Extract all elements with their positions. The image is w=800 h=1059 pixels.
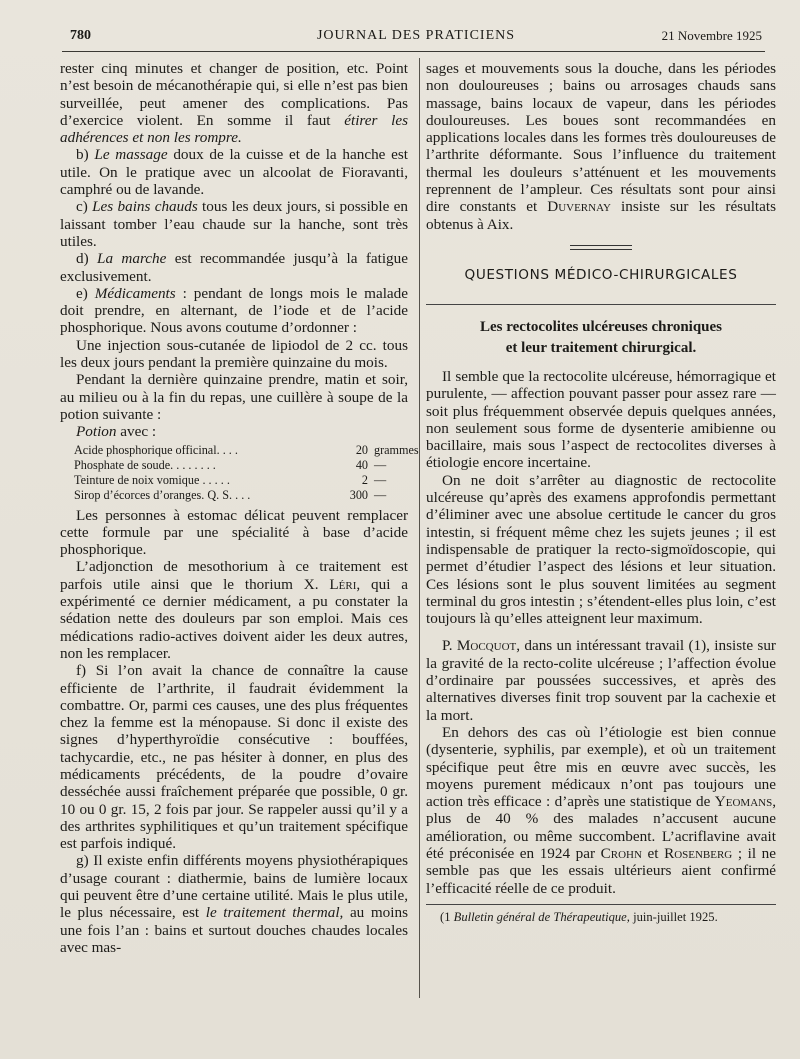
left-column (60, 60, 419, 956)
prescription-formula (74, 442, 419, 503)
paragraph-injection: Une injection sous-cutanée de lipiodol de 2 cc. tous les deux jours pendant la première quinzaine du mois. (60, 336, 408, 372)
paragraph-mocquot: P. Mocquot, dans un intéressant travail (1), insiste sur la gravité de la recto-colite ulcéreuse ; l’affection évolue d’ordinaire par poussées successives, et après des alternatives diverses finit trop souvent par la cachexie et la mort. (426, 637, 776, 724)
paragraph-quinzaine: Pendant la dernière quinzaine prendre, matin et soir, au milieu ou à la fin du repas, une cuillère à soupe de la potion suivante : (60, 371, 408, 423)
paragraph-bains: c) Les bains chauds tous les deux jours, si possible en laissant tomber l’eau chaude sur la hanche, sont très utiles. (60, 198, 408, 250)
paragraph: rester cinq minutes et changer de position, etc. Point n’est besoin de mécanothérapie qui, si elle n’est pas bien surveillée, peut amener des complications. Pas d’exercice violent. En somme il faut étirer les adhérences et non les rompre. (60, 60, 408, 147)
page-number: 780 (70, 28, 91, 43)
header-rule (62, 51, 765, 52)
paragraph-etiologie: En dehors des cas où l’étiologie est bien connue (dysenterie, syphilis, par exemple), et où un traitement spécifique peut être mis en œuvre avec succès, les moyens purement médicaux n’ont pas toujours une action très efficace : d’après une statistique de Yeomans, plus de 40 % des malades n’accusent aucune amélioration, ou même succombent. L’acriflavine avait été préconisée en 1924 par Crohn et Rosenberg ; il ne semble pas que les essais ultérieurs aient confirmé l’efficacité réelle de ce produit. (426, 723, 776, 897)
paragraph-physiotherapie: g) Il existe enfin différents moyens physiothérapiques d’usage courant : diathermie, bains de lumière locaux qui peuvent être d’une certaine utilité. Mais le plus utile, le plus nécessaire, est le traitement thermal, au moins une fois l’an : bains et surtout douches chaudes locales avec mas- (60, 852, 408, 956)
article-title: Les rectocolites ulcéreuses chroniques et leur traitement chirurgical. (479, 318, 723, 356)
right-column (426, 60, 776, 925)
journal-title: JOURNAL DES PRATICIENS (316, 28, 516, 43)
paragraph-estomac: Les personnes à estomac délicat peuvent remplacer cette formule par une spécialité à base d’acide phosphorique. (60, 506, 408, 559)
section-rule (426, 304, 776, 305)
running-header (70, 28, 762, 50)
paragraph-rectocolite: Il semble que la rectocolite ulcéreuse, hémorragique et purulente, — affection pouvant passer pour assez rare — soit plus fréquemment observée depuis quelques années, non seulement sous forme de dysenterie amibienne ou bacillaire, mais sous l’aspect de rectocolites diverses à étiologie encore incertaine. (426, 367, 776, 472)
paragraph-medicaments: e) Médicaments : pendant de longs mois le malade doit prendre, en alternant, de l’iode et de l’acide phosphorique. Nous avons coutume d’ordonner : (60, 284, 408, 337)
paragraph-arthrite-cause: f) Si l’on avait la chance de connaître la cause efficiente de l’arthrite, il faudrait évidemment la combattre. Or, parmi ces causes, une des plus fréquentes chez la femme est la ménopause. Si donc il existe des signes d’hyperthyroïdie consécutive : bouffées, tachycardie, etc., ne pas hésiter à donner, en plus des médicaments précédents, de la poudre d’ovaire desséchée aussi fraîchement préparée que possible, 0 gr. 10 ou 0 gr. 15, 2 fois par jour. Se rappeler aussi qu’il y a des arthrites syphilitiques et qu’un traitement spécifique est parfois indiqué. (60, 662, 408, 853)
paragraph-massage: b) Le massage doux de la cuisse et de la hanche est utile. On le pratique avec un alcoolat de Fioravanti, camphré ou de lavande. (60, 146, 408, 199)
formula-row: Teinture de noix vomique . . . . . 2 — (74, 472, 387, 487)
issue-date: 21 Novembre 1925 (661, 28, 762, 43)
paragraph-continuation: sages et mouvements sous la douche, dans les périodes non douloureuses ; bains ou arrosages chauds sans massage, bains locaux de vapeur, dans les périodes douloureuses. Les boues sont recommandées en applications locales dans les formes très douloureuses de l’arthrite déformante. Sous l’influence du traitement thermal les douleurs s’atténuent et les mouvements reprennent de l’ampleur. Ces résultats sont pour ainsi dire constants et Duvernay insiste sur les résultats obtenus à Aix. (426, 60, 776, 233)
paragraph-marche: d) La marche est recommandée jusqu’à la fatigue exclusivement. (60, 250, 408, 285)
formula-row: Phosphate de soude. . . . . . . . 40 — (74, 457, 387, 472)
formula-row: Sirop d’écorces d’oranges. Q. S. . . . 300 — (74, 487, 387, 502)
footnote-rule (426, 904, 776, 905)
column-divider (419, 58, 420, 998)
section-separator (570, 245, 632, 250)
formula-row: Acide phosphorique officinal. . . . 20 grammes (74, 442, 419, 457)
paragraph-mesothorium: L’adjonction de mesothorium à ce traitement est parfois utile ainsi que le thorium X. Léri, qui a expérimenté ce dernier médicament, a pu constater la sédation nette des douleurs par son emploi. Mais ces médications radio-actives doivent aider les deux autres, non les remplacer. (60, 558, 408, 662)
paragraph-diagnostic: On ne doit s’arrêter au diagnostic de rectocolite ulcéreuse qu’après des examens approfondis permettant d’éliminer avec une absolue certitude le cancer du gros intestin, si fréquent même chez les sujets jeunes ; il est indispensable de pratiquer la recto-sigmoïdoscopie, qui permet d’étudier l’aspect des lésions et leur situation. Ces lésions sont le plus souvent limitées au segment terminal du gros intestin ; s’étendent-elles plus loin, c’est toujours là qu’elles atteignent leur maximum. (426, 471, 776, 628)
potion-label: Potion avec : (76, 423, 157, 441)
footnote: (1 Bulletin général de Thérapeutique, juin-juillet 1925. (440, 909, 718, 924)
section-title: QUESTIONS MÉDICO-CHIRURGICALES (464, 266, 738, 283)
